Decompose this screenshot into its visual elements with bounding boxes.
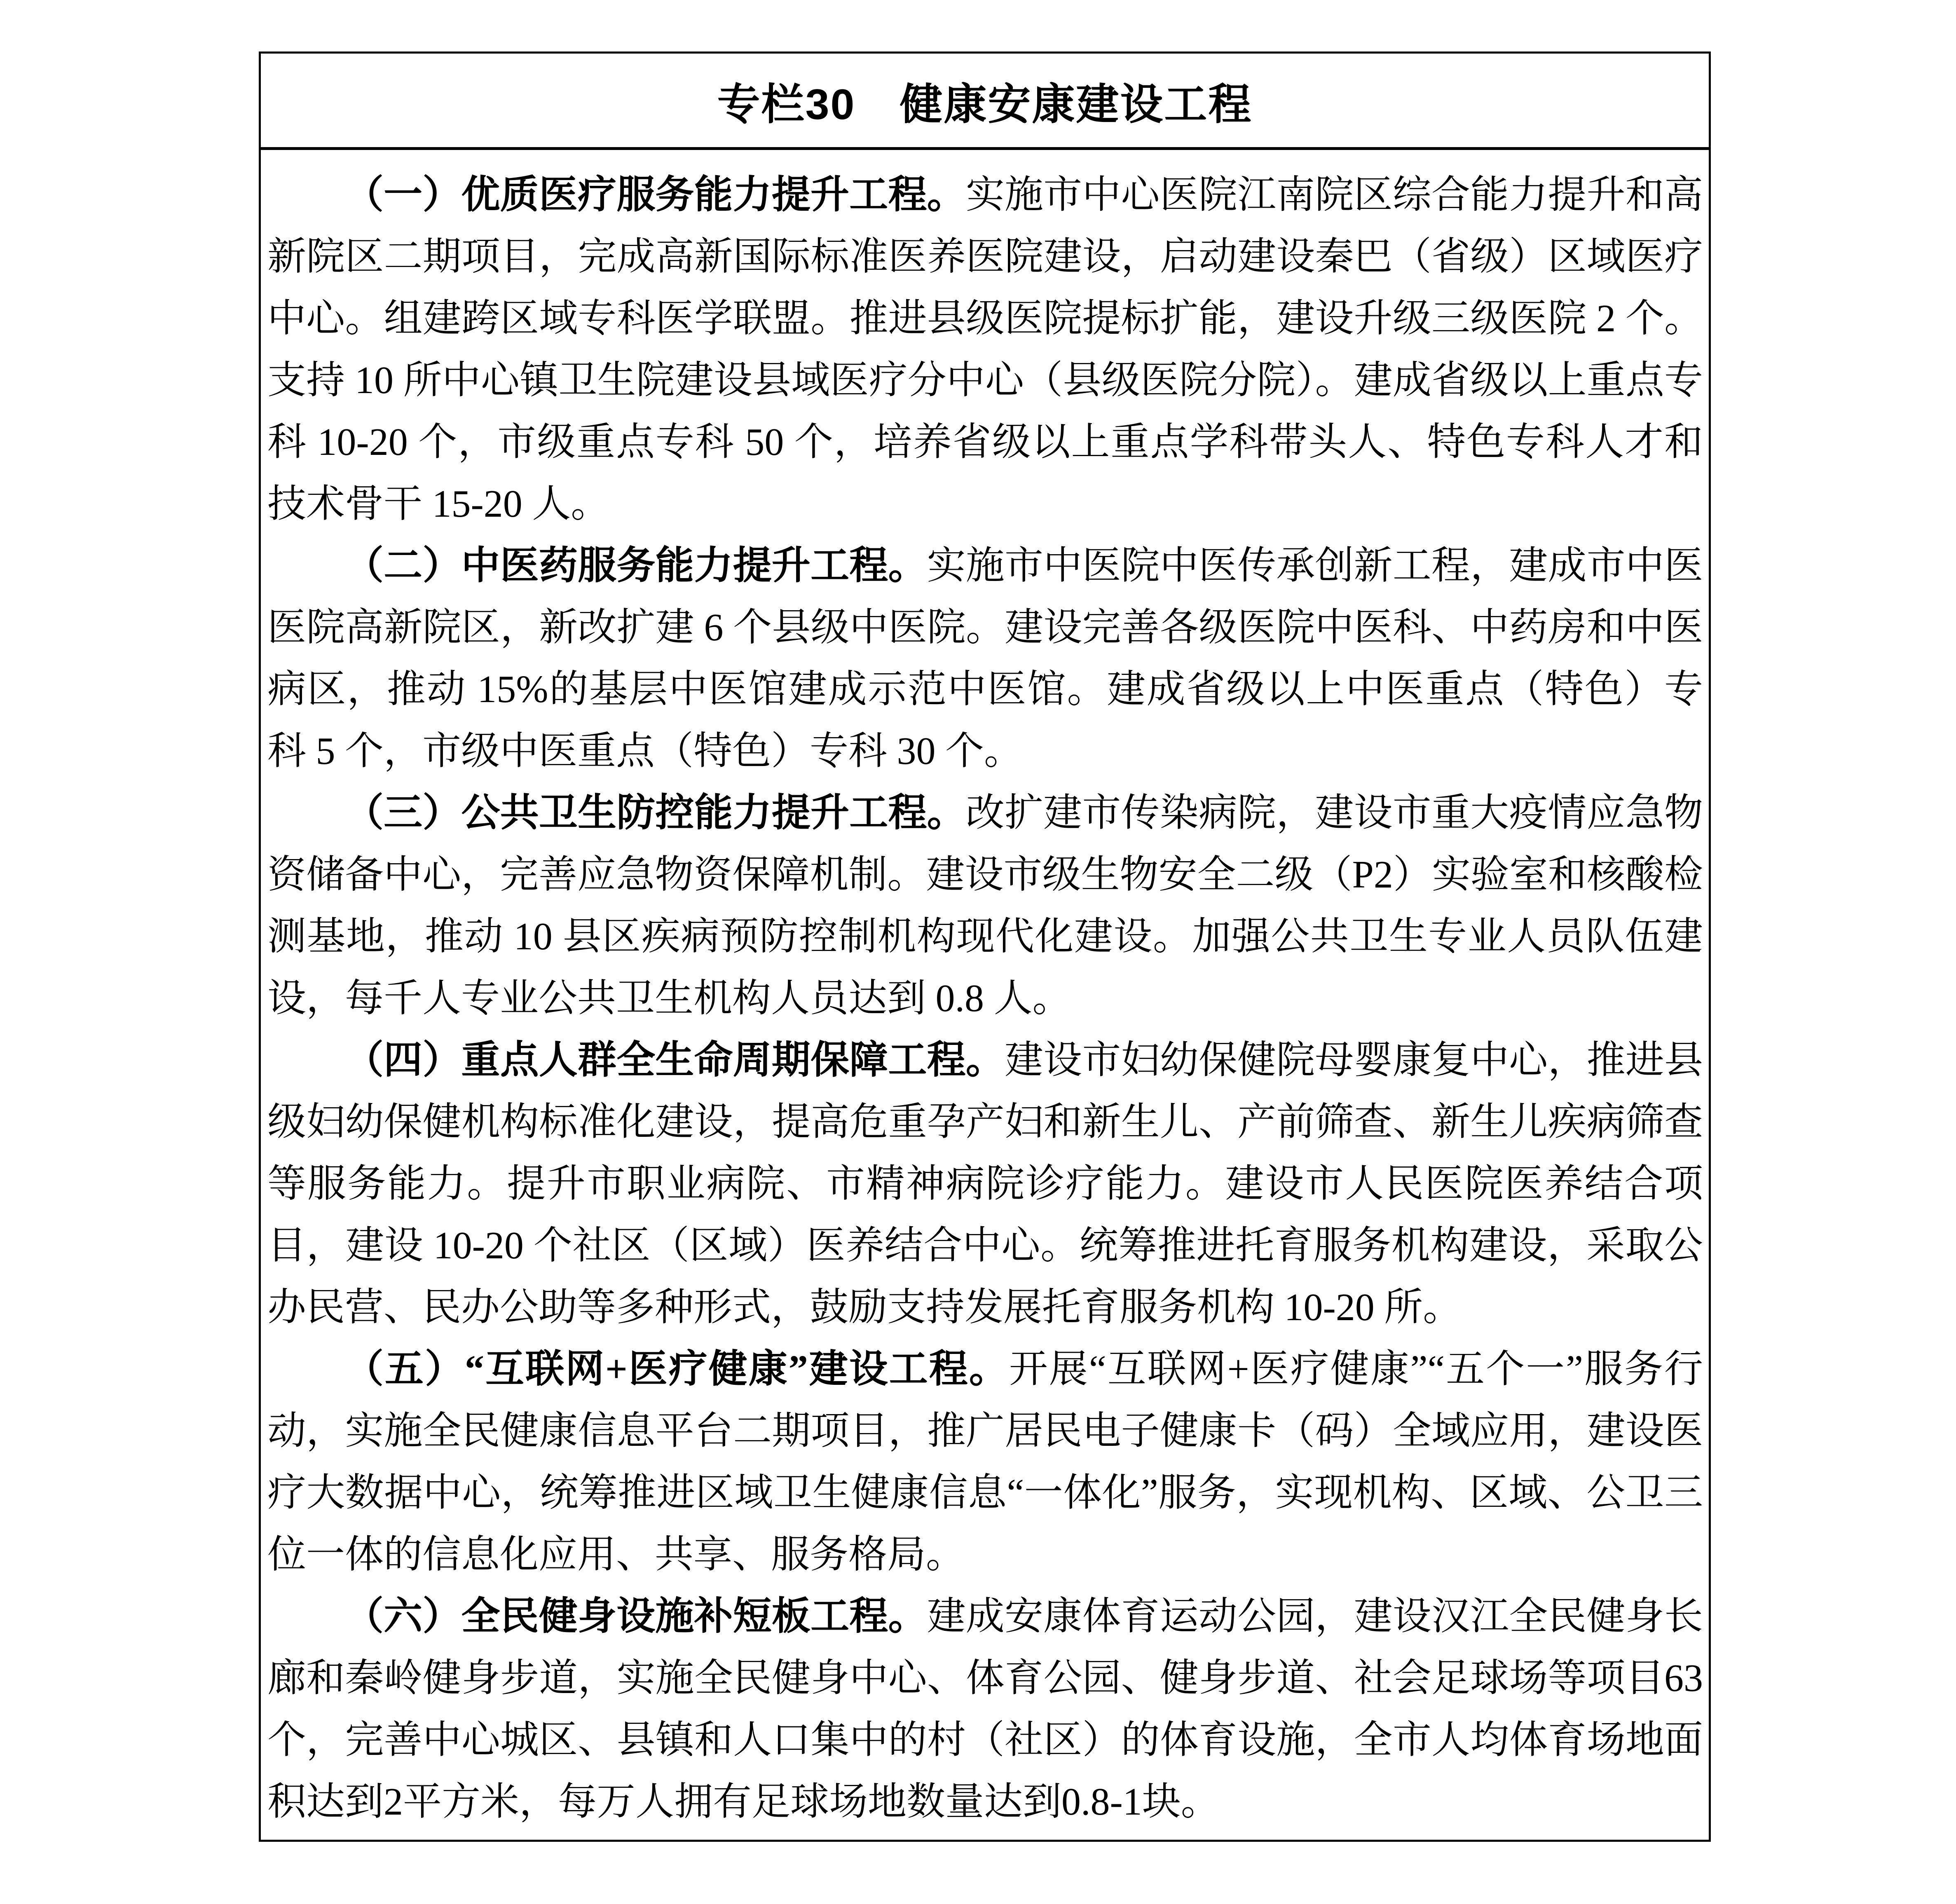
paragraph-2-lead: （二）中医药服务能力提升工程。 [345,544,927,587]
paragraph-3 [267,782,1703,1029]
paragraph-4-text: 建设市妇幼保健院母婴康复中心，推进县级妇幼保健机构标准化建设，提高危重孕产妇和新生儿、产前筛查、新生儿疾病筛查等服务能力。提升市职业病院、市精神病院诊疗能力。建设市人民医院医养结合项目，建设 10-20 个社区（区域）医养结合中心。统筹推进托育服务机构建设，采取公办民营、民办公助等多种形式，鼓励支持发展托育服务机构 10-20 所。 [267,1039,1703,1329]
feature-box-panel [259,52,1711,1842]
paragraph-5-lead: （五）“互联网+医疗健康”建设工程。 [345,1348,1009,1391]
panel-title: 专栏30 健康安康建设工程 [261,54,1709,150]
panel-body [261,150,1709,1833]
paragraph-1-lead: （一）优质医疗服务能力提升工程。 [345,173,966,216]
paragraph-3-lead: （三）公共卫生防控能力提升工程。 [345,792,966,834]
paragraph-5 [267,1338,1703,1585]
paragraph-6 [267,1585,1703,1833]
paragraph-4 [267,1029,1703,1338]
paragraph-1 [267,164,1703,535]
paragraph-5-text: 开展“互联网+医疗健康”“五个一”服务行动，实施全民健康信息平台二期项目，推广居民电子健康卡（码）全域应用，建设医疗大数据中心，统筹推进区域卫生健康信息“一体化”服务，实现机构、区域、公卫三位一体的信息化应用、共享、服务格局。 [267,1348,1703,1576]
paragraph-4-lead: （四）重点人群全生命周期保障工程。 [345,1039,1005,1082]
paragraph-1-text: 实施市中心医院江南院区综合能力提升和高新院区二期项目，完成高新国际标准医养医院建设，启动建设秦巴（省级）区域医疗中心。组建跨区域专科医学联盟。推进县级医院提标扩能，建设升级三级医院 2 个。支持 10 所中心镇卫生院建设县域医疗分中心（县级医院分院）。建成省级以上重点专科 10-20 个，市级重点专科 50 个，培养省级以上重点学科带头人、特色专科人才和技术骨干 15-20 人。 [267,173,1703,525]
paragraph-6-text: 建成安康体育运动公园，建设汉江全民健身长廊和秦岭健身步道，实施全民健身中心、体育公园、健身步道、社会足球场等项目63个，完善中心城区、县镇和人口集中的村（社区）的体育设施，全市人均体育场地面积达到2平方米，每万人拥有足球场地数量达到0.8-1块。 [267,1595,1703,1823]
paragraph-2 [267,535,1703,782]
paragraph-3-text: 改扩建市传染病院，建设市重大疫情应急物资储备中心，完善应急物资保障机制。建设市级生物安全二级（P2）实验室和核酸检测基地，推动 10 县区疾病预防控制机构现代化建设。加强公共卫生专业人员队伍建设，每千人专业公共卫生机构人员达到 0.8 人。 [267,792,1703,1020]
paragraph-6-lead: （六）全民健身设施补短板工程。 [345,1595,927,1638]
paragraph-2-text: 实施市中医院中医传承创新工程，建成市中医医院高新院区，新改扩建 6 个县级中医院。建设完善各级医院中医科、中药房和中医病区，推动 15%的基层中医馆建成示范中医馆。建成省级以上中医重点（特色）专科 5 个，市级中医重点（特色）专科 30 个。 [267,544,1703,773]
